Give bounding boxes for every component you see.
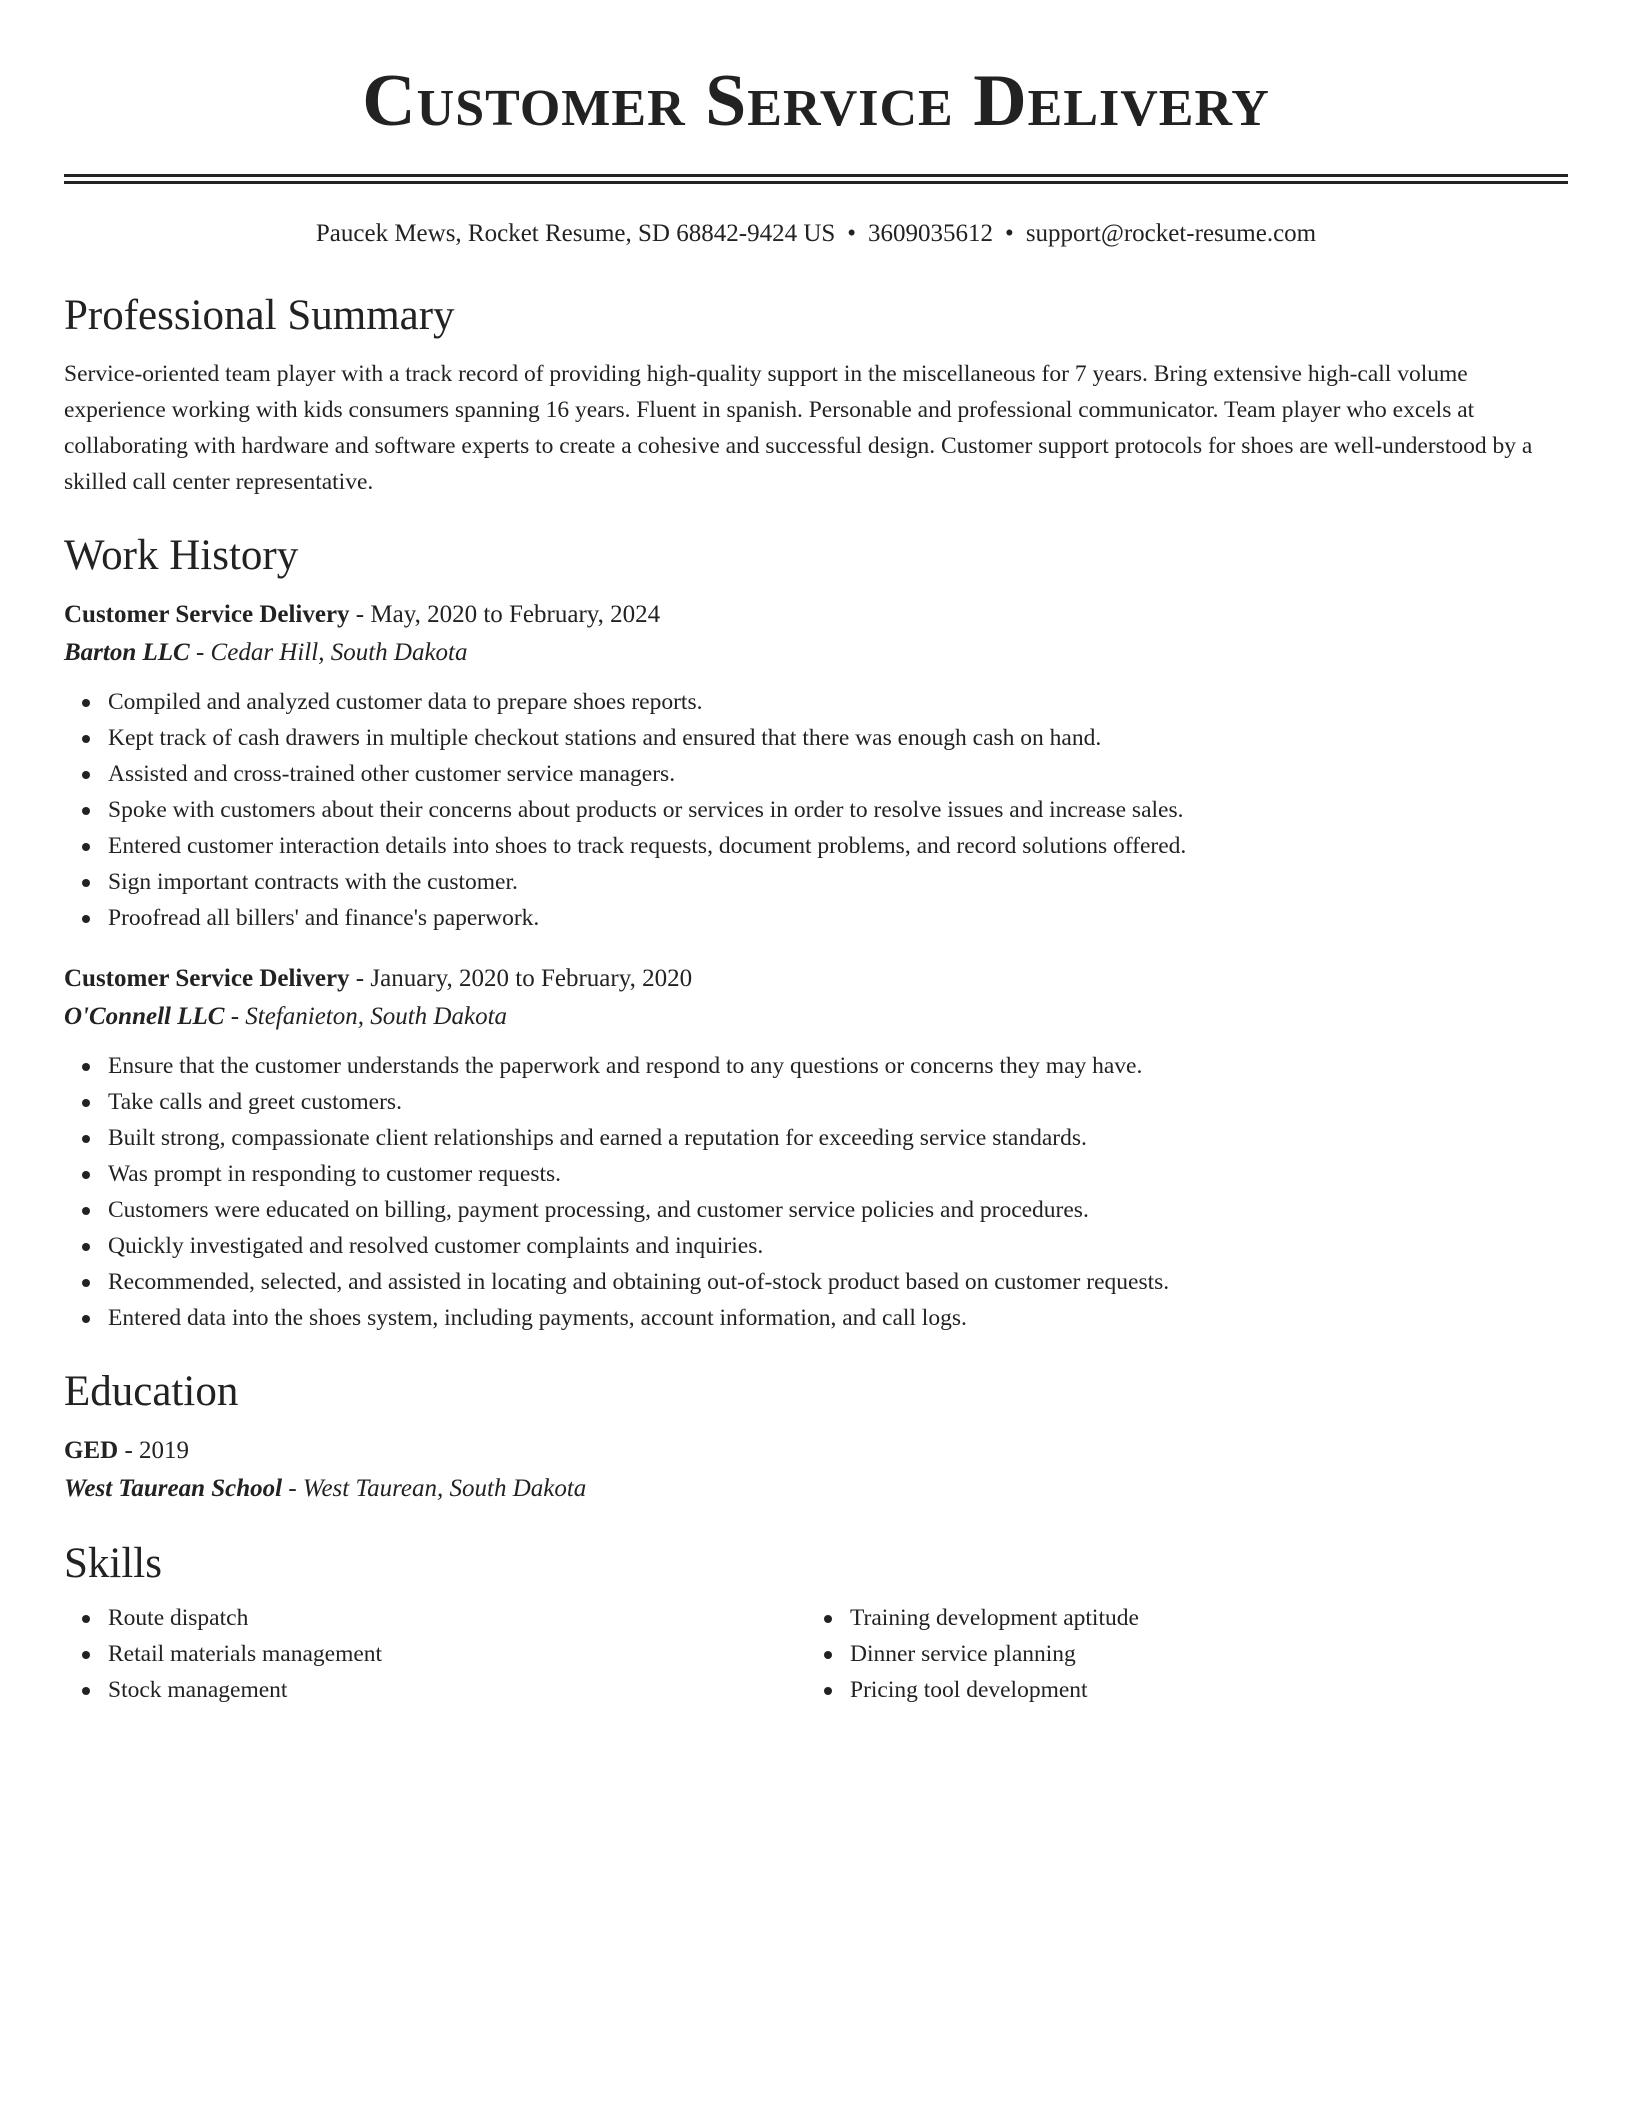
- skill-item: Stock management: [108, 1672, 806, 1708]
- job-bullet: Assisted and cross-trained other customer service managers.: [108, 756, 1568, 792]
- skills-list: [64, 1600, 806, 1708]
- education-degree-line: [64, 1432, 1568, 1470]
- job-bullet-list: [64, 1048, 1568, 1336]
- job-company: O'Connell LLC: [64, 1003, 225, 1030]
- education-school-line: [64, 1470, 1568, 1508]
- job-title: Customer Service Delivery: [64, 965, 350, 992]
- skills-column-right: [806, 1600, 1548, 1708]
- skill-item: Retail materials management: [108, 1636, 806, 1672]
- job-bullet: Ensure that the customer understands the paperwork and respond to any questions or concerns they may have.: [108, 1048, 1568, 1084]
- job-bullet: Take calls and greet customers.: [108, 1084, 1568, 1120]
- contact-line: [64, 218, 1568, 250]
- job-title: Customer Service Delivery: [64, 601, 350, 628]
- skills-heading: Skills: [64, 1540, 162, 1587]
- work-history-heading: Work History: [64, 532, 299, 579]
- summary-heading: Professional Summary: [64, 292, 455, 339]
- job-title-line: [64, 960, 1568, 998]
- contact-address: Paucek Mews, Rocket Resume, SD 68842-9424 US: [315, 220, 836, 247]
- job-entry: [64, 960, 1568, 1336]
- contact-phone: 3609035612: [868, 220, 994, 247]
- skills-list: [806, 1600, 1548, 1708]
- skills-grid: [64, 1600, 1568, 1708]
- job-bullet: Compiled and analyzed customer data to prepare shoes reports.: [108, 684, 1568, 720]
- resume-name: Customer Service Delivery: [362, 60, 1270, 142]
- job-bullet: Entered customer interaction details into shoes to track requests, document problems, and record solutions offered.: [108, 828, 1568, 864]
- contact-email: support@rocket-resume.com: [1025, 220, 1317, 247]
- job-title-line: [64, 596, 1568, 634]
- education-school: West Taurean School: [64, 1475, 283, 1502]
- skill-item: Route dispatch: [108, 1600, 806, 1636]
- job-location: - Cedar Hill, South Dakota: [189, 639, 468, 666]
- contact-separator: •: [847, 220, 857, 247]
- job-dates: - January, 2020 to February, 2020: [349, 965, 693, 992]
- skills-column-left: [64, 1600, 806, 1708]
- job-bullet: Spoke with customers about their concerns about products or services in order to resolve issues and increase sales.: [108, 792, 1568, 828]
- education-heading: Education: [64, 1368, 239, 1415]
- job-company-line: [64, 634, 1568, 672]
- job-bullet: Recommended, selected, and assisted in locating and obtaining out-of-stock product based on customer requests.: [108, 1264, 1568, 1300]
- header-divider: [64, 174, 1568, 184]
- education-degree: GED: [64, 1437, 119, 1464]
- job-entry: [64, 596, 1568, 936]
- education-year: - 2019: [118, 1437, 190, 1464]
- job-bullet: Was prompt in responding to customer requests.: [108, 1156, 1568, 1192]
- job-bullet-list: [64, 684, 1568, 936]
- education-location: - West Taurean, South Dakota: [282, 1475, 587, 1502]
- contact-separator: •: [1005, 220, 1014, 247]
- skill-item: Training development aptitude: [850, 1600, 1548, 1636]
- job-bullet: Sign important contracts with the customer.: [108, 864, 1568, 900]
- skill-item: Dinner service planning: [850, 1636, 1548, 1672]
- job-location: - Stefanieton, South Dakota: [224, 1003, 508, 1030]
- job-bullet: Built strong, compassionate client relationships and earned a reputation for exceeding service standards.: [108, 1120, 1568, 1156]
- job-bullet: Entered data into the shoes system, including payments, account information, and call logs.: [108, 1300, 1568, 1336]
- education-entry: [64, 1432, 1568, 1508]
- job-bullet: Proofread all billers' and finance's paperwork.: [108, 900, 1568, 936]
- job-bullet: Kept track of cash drawers in multiple checkout stations and ensured that there was enough cash on hand.: [108, 720, 1568, 756]
- skill-item: Pricing tool development: [850, 1672, 1548, 1708]
- summary-text: Service-oriented team player with a track record of providing high-quality support in the miscellaneous for 7 years. Bring extensive high-call volume experience working with kids consumers spanning 16 years. Fluent in spanish. Personable and professional communicator. Team player who excels at collaborating with hardware and software experts to create a cohesive and successful design. Customer support protocols for shoes are well-understood by a skilled call center representative.: [64, 361, 1533, 495]
- job-company: Barton LLC: [64, 639, 190, 666]
- job-company-line: [64, 998, 1568, 1036]
- job-bullet: Customers were educated on billing, payment processing, and customer service policies and procedures.: [108, 1192, 1568, 1228]
- job-bullet: Quickly investigated and resolved customer complaints and inquiries.: [108, 1228, 1568, 1264]
- job-dates: - May, 2020 to February, 2024: [349, 601, 661, 628]
